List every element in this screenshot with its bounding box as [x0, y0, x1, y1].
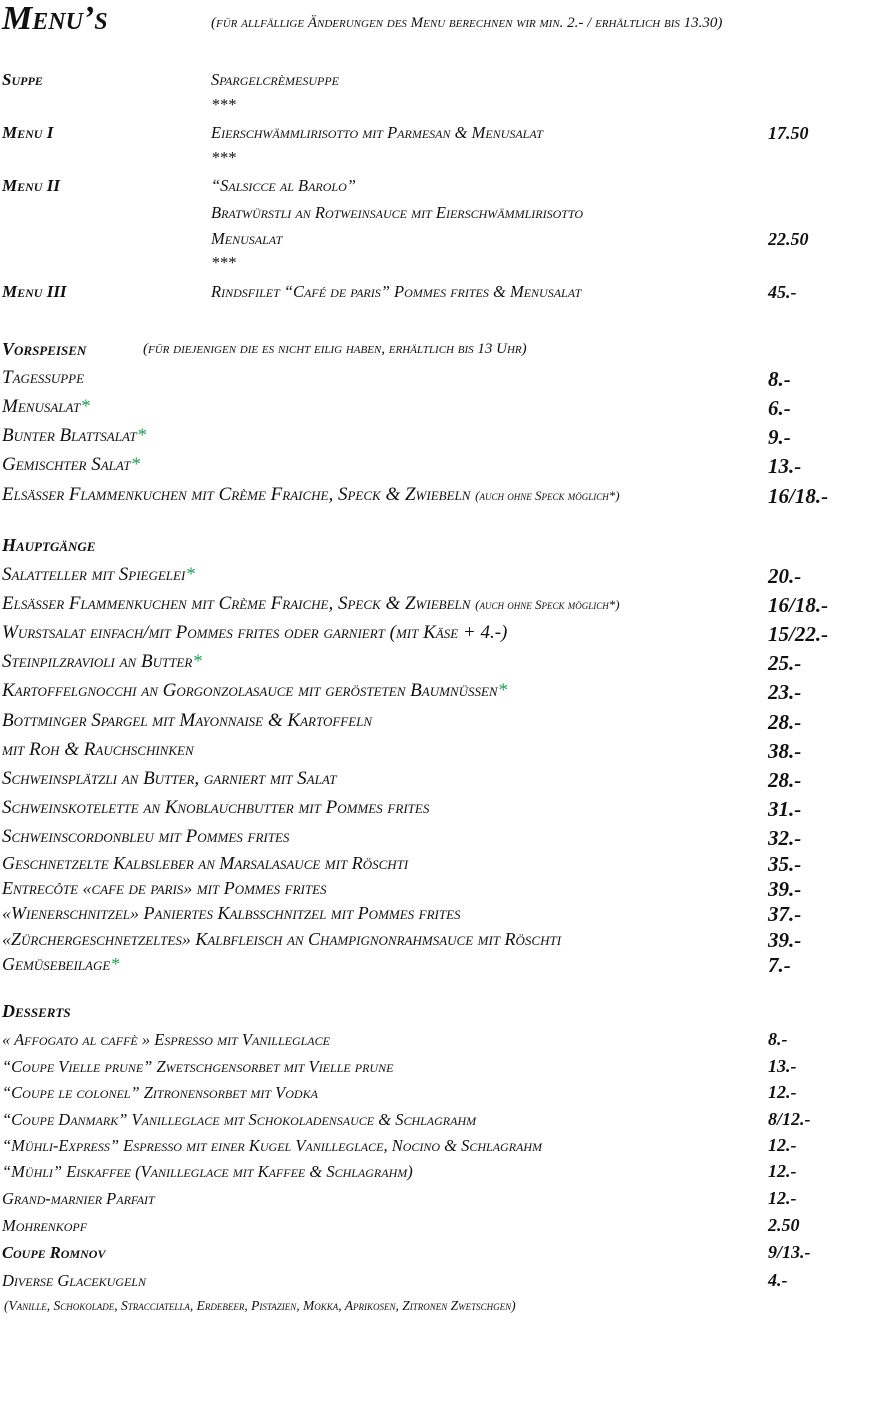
menu-text-menu2-line2: Bratwürstli an Rotweinsauce mit Eierschwämmlirisotto — [211, 203, 584, 222]
menu-item-price: 16/18.- — [768, 484, 829, 508]
menu-text-menu1: Eierschwämmlirisotto mit Parmesan & Menusalat — [211, 123, 543, 142]
menu-item-price: 25.- — [768, 651, 802, 675]
menu-label-menu3: Menu III — [2, 282, 67, 301]
menu-price-menu2: 22.50 — [768, 229, 809, 249]
menu-item-name: Wurstsalat einfach/mit Pommes frites oder garniert (mit Käse + 4.-) — [2, 622, 508, 643]
menu-text-menu3: Rindsfilet “Café de paris” Pommes frites & Menusalat — [211, 282, 582, 301]
menu-item-name: Schweinskotelette an Knoblauchbutter mit Pommes frites — [2, 797, 430, 818]
menu-item-price: 20.- — [768, 564, 802, 588]
menu-item-price: 39.- — [768, 877, 802, 901]
menu-item-price: 31.- — [768, 797, 802, 821]
dessert-item-price: 8/12.- — [768, 1109, 811, 1129]
menu-item-name: Schweinsplätzli an Butter, garniert mit Salat — [2, 768, 337, 789]
menu-item-price: 32.- — [768, 826, 802, 850]
menu-item-name: «Wienerschnitzel» Paniertes Kalbsschnitzel mit Pommes frites — [2, 903, 461, 923]
dessert-item-price: 13.- — [768, 1056, 797, 1076]
menu-item-price: 28.- — [768, 768, 802, 792]
menu-item-name: Elsässer Flammenkuchen mit Crème Fraiche, Speck & Zwiebeln (auch ohne Speck möglich*) — [2, 593, 620, 614]
dessert-item-name: Grand-marnier Parfait — [2, 1189, 155, 1208]
menu-item-name: Geschnetzelte Kalbsleber an Marsalasauce mit Röschti — [2, 853, 409, 873]
menu-item-price: 35.- — [768, 852, 802, 876]
dessert-item-name: Coupe Romnov — [2, 1243, 106, 1262]
dessert-item-name: “Coupe Danmark” Vanilleglace mit Schokoladensauce & Schlagrahm — [2, 1110, 477, 1129]
dessert-item-name: « Affogato al caffè » Espresso mit Vanilleglace — [2, 1030, 330, 1049]
menu-item-price: 28.- — [768, 710, 802, 734]
menu-item-name: Tagessuppe — [2, 367, 85, 388]
menu-label-menu1: Menu I — [2, 123, 54, 142]
menu-separator: *** — [211, 253, 236, 272]
menu-text-suppe: Spargelcrèmesuppe — [211, 70, 340, 89]
menu-item-price: 39.- — [768, 928, 802, 952]
dessert-item-name: Diverse Glacekugeln — [2, 1271, 146, 1290]
dessert-item-price: 4.- — [768, 1270, 788, 1290]
section-heading-desserts: Desserts — [2, 1001, 71, 1021]
dessert-item-price: 12.- — [768, 1082, 797, 1102]
menu-item-price: 16/18.- — [768, 593, 829, 617]
dessert-item-price: 9/13.- — [768, 1242, 811, 1262]
menu-item-price: 23.- — [768, 680, 802, 704]
dessert-item-name: “Mühli-Express” Espresso mit einer Kugel Vanilleglace, Nocino & Schlagrahm — [2, 1136, 543, 1155]
menu-item-name: Bottminger Spargel mit Mayonnaise & Kartoffeln — [2, 710, 373, 731]
menu-item-name: Kartoffelgnocchi an Gorgonzolasauce mit gerösteten Baumnüssen* — [2, 680, 508, 701]
dessert-item-price: 12.- — [768, 1135, 797, 1155]
menu-item-price: 37.- — [768, 902, 802, 926]
glace-flavors-note: (Vanille, Schokolade, Stracciatella, Erdebeer, Pistazien, Mokka, Aprikosen, Zitronen Zwetschgen) — [4, 1298, 516, 1313]
dessert-item-price: 12.- — [768, 1188, 797, 1208]
menu-item-price: 7.- — [768, 953, 791, 977]
menu-item-name: Gemischter Salat* — [2, 454, 141, 475]
menu-item-name: «Zürchergeschnetzeltes» Kalbfleisch an Champignonrahmsauce mit Röschti — [2, 929, 562, 949]
menu-item-name: Menusalat* — [2, 396, 90, 417]
dessert-item-name: Mohrenkopf — [2, 1216, 88, 1235]
section-heading-hauptgaenge: Hauptgänge — [2, 535, 96, 555]
menu-item-name: Gemüsebeilage* — [2, 954, 120, 974]
menu-separator: *** — [211, 95, 236, 114]
dessert-item-name: “Coupe Vielle prune” Zwetschgensorbet mit Vielle prune — [2, 1057, 394, 1076]
menu-text-menu2-line1: “Salsicce al Barolo” — [211, 176, 356, 195]
menu-item-price: 38.- — [768, 739, 802, 763]
menu-item-price: 15/22.- — [768, 622, 829, 646]
menu-label-menu2: Menu II — [2, 176, 60, 195]
dessert-item-price: 12.- — [768, 1161, 797, 1181]
menu-price-menu1: 17.50 — [768, 123, 809, 143]
menu-item-price: 9.- — [768, 425, 791, 449]
menu-item-price: 13.- — [768, 454, 802, 478]
menu-item-name: Entrecôte «cafe de paris» mit Pommes frites — [2, 878, 327, 898]
vorspeisen-note: (für diejenigen die es nicht eilig haben, erhältlich bis 13 Uhr) — [143, 341, 527, 357]
menu-item-name: Steinpilzravioli an Butter* — [2, 651, 202, 672]
dessert-item-price: 8.- — [768, 1029, 788, 1049]
menu-text-menu2-line3: Menusalat — [211, 229, 283, 248]
dessert-item-name: “Mühli” Eiskaffee (Vanilleglace mit Kaffee & Schlagrahm) — [2, 1162, 413, 1181]
menu-item-name: Elsässer Flammenkuchen mit Crème Fraiche, Speck & Zwiebeln (auch ohne Speck möglich*) — [2, 484, 620, 505]
menu-item-price: 8.- — [768, 367, 791, 391]
menu-separator: *** — [211, 148, 236, 167]
menu-item-name: Bunter Blattsalat* — [2, 425, 147, 446]
menu-item-name: mit Roh & Rauchschinken — [2, 739, 194, 760]
menu-item-price: 6.- — [768, 396, 791, 420]
dessert-item-price: 2.50 — [768, 1215, 800, 1235]
menu-label-suppe: Suppe — [2, 70, 43, 89]
dessert-item-name: “Coupe le colonel” Zitronensorbet mit Vodka — [2, 1083, 318, 1102]
header-note: (für allfällige Änderungen des Menu berechnen wir min. 2.- / erhältlich bis 13.30) — [211, 15, 723, 31]
menu-item-name: Schweinscordonbleu mit Pommes frites — [2, 826, 290, 847]
page-title: Menu’s — [2, 0, 108, 37]
menu-price-menu3: 45.- — [768, 282, 797, 302]
menu-item-name: Salatteller mit Spiegelei* — [2, 564, 195, 585]
section-heading-vorspeisen: Vorspeisen — [2, 339, 87, 359]
